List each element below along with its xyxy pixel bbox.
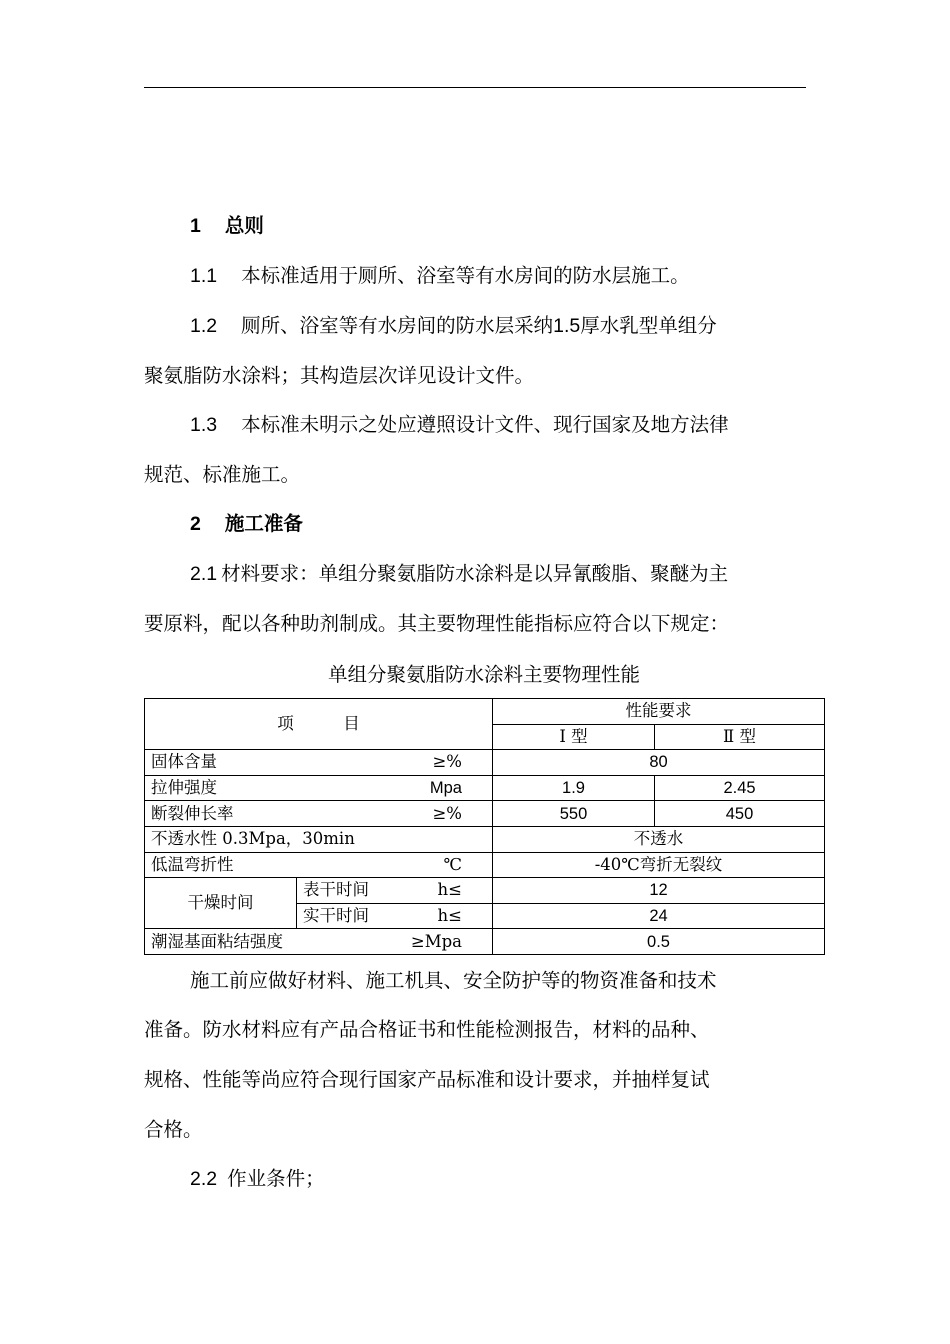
paragraph-line: 准备。防水材料应有产品合格证书和性能检测报告，材料的品种、 xyxy=(144,1018,710,1041)
paragraph-line: 施工前应做好材料、施工机具、安全防护等的物资准备和技术 xyxy=(190,969,717,992)
clause-1-3 xyxy=(190,412,870,438)
table-row xyxy=(145,929,825,955)
clause-number: 1.2 xyxy=(190,315,218,337)
header-type-2: Ⅱ 型 xyxy=(655,724,825,750)
clause-1-1 xyxy=(190,263,870,289)
clause-2-1-cont: 要原料，配以各种助剂制成。其主要物理性能指标应符合以下规定： xyxy=(144,612,730,635)
row-value: 不透水 xyxy=(493,826,825,852)
row-sublabel: 实干时间 h≤ xyxy=(297,903,493,929)
clause-text: 作业条件； xyxy=(227,1167,325,1190)
header-rule xyxy=(144,87,806,88)
row-label: 断裂伸长率 ≥% xyxy=(145,801,493,827)
clause-number: 2.2 xyxy=(190,1168,218,1190)
table-row xyxy=(145,775,825,801)
row-label: 固体含量 ≥% xyxy=(145,750,493,776)
header-item: 项 目 xyxy=(145,699,493,750)
section-1-heading xyxy=(190,213,870,239)
properties-table xyxy=(144,698,825,955)
table-row xyxy=(145,878,825,904)
clause-1-2-cont: 聚氨脂防水涂料；其构造层次详见设计文件。 xyxy=(144,364,535,387)
table-row xyxy=(145,852,825,878)
clause-2-2 xyxy=(190,1166,870,1192)
row-value-type-2: 450 xyxy=(655,801,825,827)
clause-text: 厕所、浴室等有水房间的防水层采纳 xyxy=(241,314,554,337)
row-value: 12 xyxy=(493,878,825,904)
section-title: 总则 xyxy=(224,214,264,237)
section-title: 施工准备 xyxy=(224,512,303,535)
clause-text: 本标准适用于厕所、浴室等有水房间的防水层施工。 xyxy=(241,264,690,287)
row-value: 0.5 xyxy=(493,929,825,955)
section-number: 1 xyxy=(190,215,201,237)
clause-1-2 xyxy=(190,313,870,339)
row-sublabel: 表干时间 h≤ xyxy=(297,878,493,904)
table-caption: 单组分聚氨脂防水涂料主要物理性能 xyxy=(327,663,640,686)
clause-1-3-cont: 规范、标准施工。 xyxy=(144,463,301,486)
paragraph-line: 合格。 xyxy=(144,1118,203,1141)
clause-text: 材料要求：单组分聚氨脂防水涂料是以异氰酸脂、聚醚为主 xyxy=(221,562,729,585)
clause-number: 2.1 xyxy=(190,563,218,585)
row-value: 24 xyxy=(493,903,825,929)
clause-number: 1.1 xyxy=(190,265,218,287)
row-value: 80 xyxy=(493,750,825,776)
table-row xyxy=(145,750,825,776)
header-performance: 性能要求 xyxy=(493,699,825,725)
table-row xyxy=(145,801,825,827)
row-value-type-1: 1.9 xyxy=(493,775,655,801)
row-value-type-2: 2.45 xyxy=(655,775,825,801)
row-value-type-1: 550 xyxy=(493,801,655,827)
section-number: 2 xyxy=(190,513,201,535)
row-label: 拉伸强度 Mpa xyxy=(145,775,493,801)
header-type-1: Ⅰ 型 xyxy=(493,724,655,750)
table-row xyxy=(145,826,825,852)
row-label: 不透水性 0.3Mpa，30min xyxy=(145,826,493,852)
clause-text: 厚水乳型单组分 xyxy=(580,314,717,337)
clause-2-1 xyxy=(190,561,870,587)
clause-number-inline: 1.5 xyxy=(553,315,581,337)
section-2-heading xyxy=(190,511,870,537)
paragraph-line: 规格、性能等尚应符合现行国家产品标准和设计要求，并抽样复试 xyxy=(144,1068,710,1091)
clause-number: 1.3 xyxy=(190,414,218,436)
row-label: 低温弯折性 ℃ xyxy=(145,852,493,878)
table-row xyxy=(145,699,825,725)
clause-text: 本标准未明示之处应遵照设计文件、现行国家及地方法律 xyxy=(241,413,729,436)
row-label-drying: 干燥时间 xyxy=(145,878,297,929)
row-value: -40℃弯折无裂纹 xyxy=(493,852,825,878)
row-label: 潮湿基面粘结强度 ≥Mpa xyxy=(145,929,493,955)
